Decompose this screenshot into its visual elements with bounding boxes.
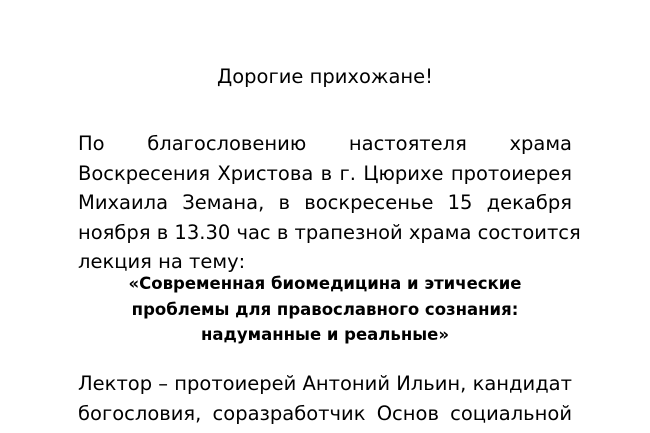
announcement-line: ноября в 13.30 час в трапезной храма состоится [78,220,581,244]
lecture-topic [0,271,650,348]
announcement-line: Воскресения Христова в г. Цюрихе протоиерея [78,161,572,185]
lecturer-paragraph [78,369,572,428]
lecturer-line: богословия, соразработчик Основ социальной [78,401,572,425]
announcement-line: По благословению настоятеля храма [78,132,572,155]
topic-line: надуманные и реальные» [200,325,450,344]
lecturer-line: Лектор – протоиерей Антоний Ильин, кандидат [78,372,572,395]
announcement-line: лекция на тему: [78,250,246,273]
greeting-heading: Дорогие прихожане! [217,65,433,88]
topic-line: «Современная биомедицина и этические [128,274,522,293]
announcement-line: Михаила Земана, в воскресенье 15 декабря [78,191,572,214]
topic-line: проблемы для православного сознания: [131,299,519,319]
announcement-paragraph [78,129,581,277]
